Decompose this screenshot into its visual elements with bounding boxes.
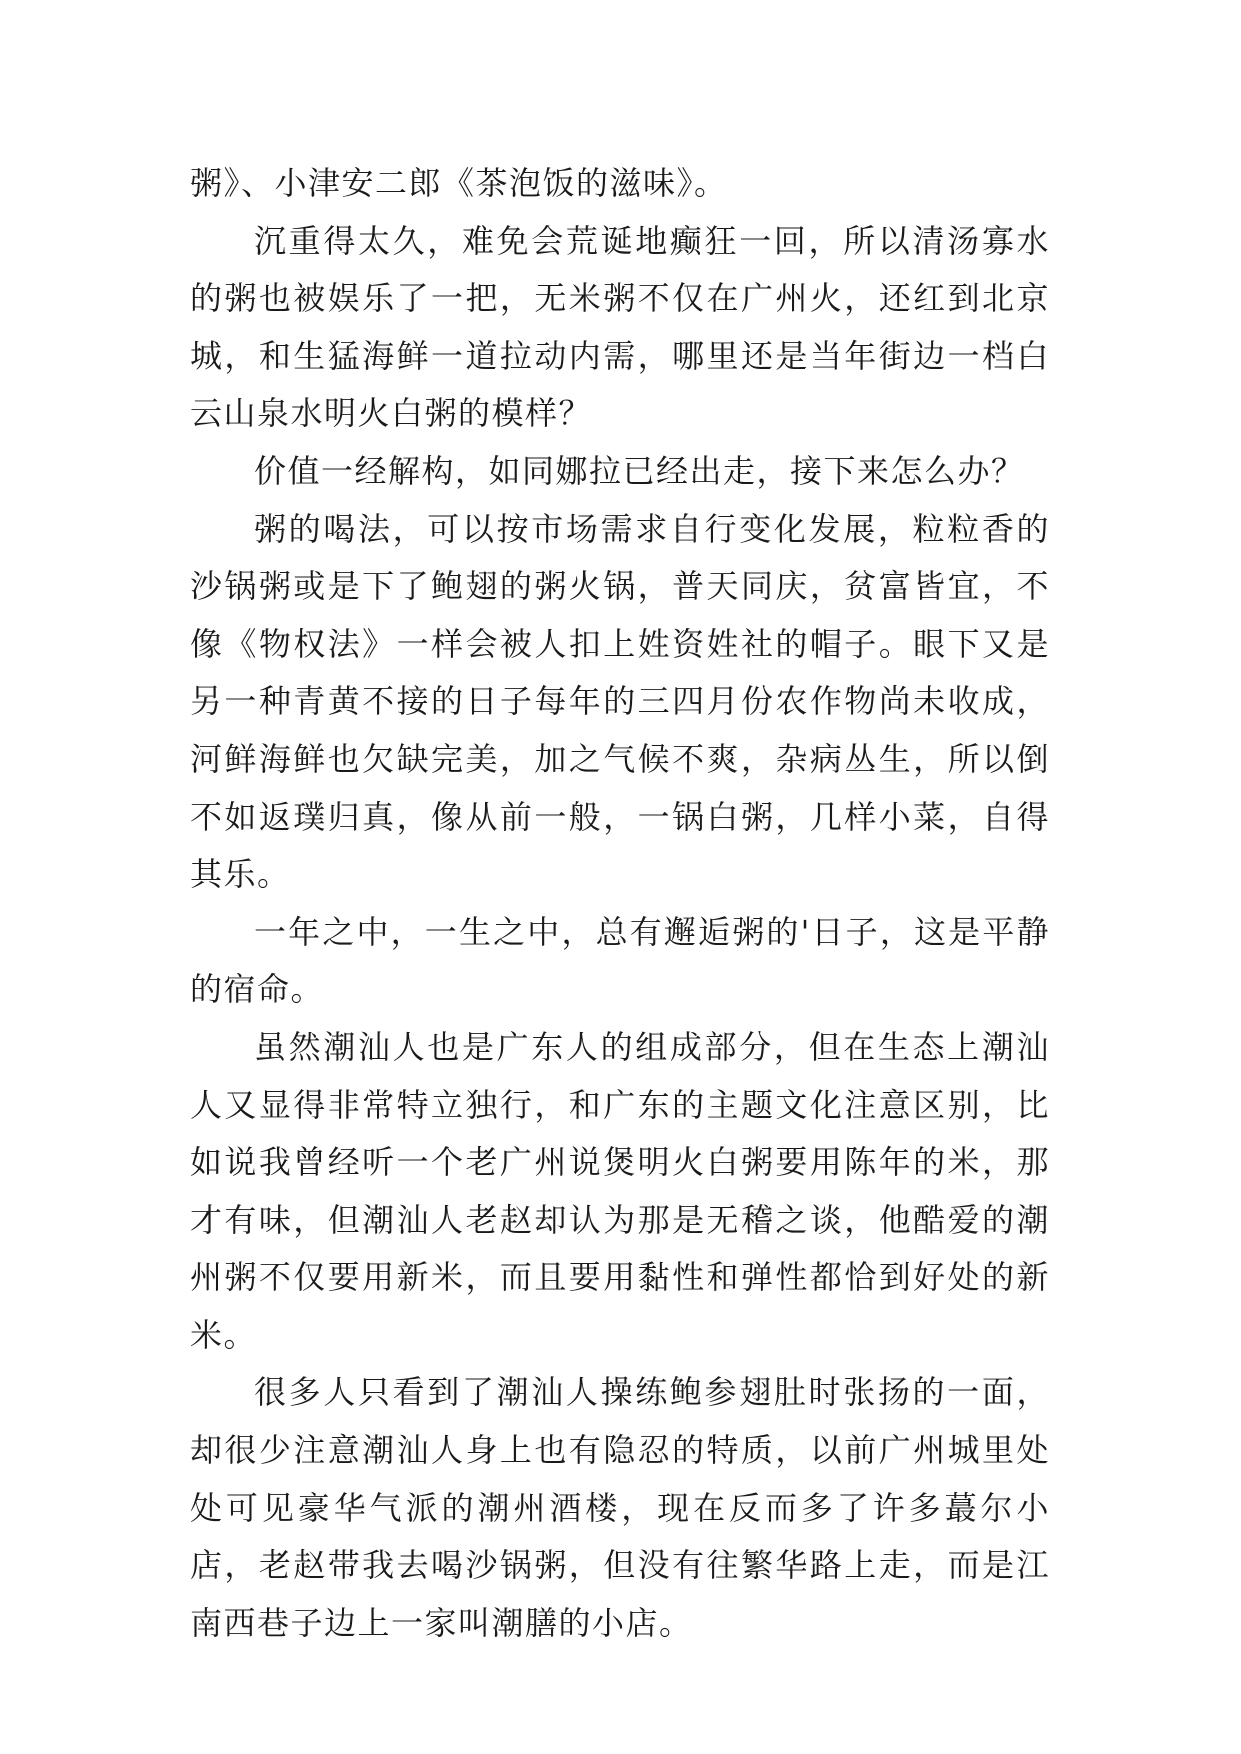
paragraph-5: 一年之中，一生之中，总有邂逅粥的'日子，这是平静的宿命。 — [190, 912, 1050, 1009]
paragraph-4: 粥的喝法，可以按市场需求自行变化发展，粒粒香的沙锅粥或是下了鲍翅的粥火锅，普天同庆，贫富皆宜，不像《物权法》一样会被人扣上姓资姓社的帽子。眼下又是另一种青黄不接的日子每年的三四月份农作物尚未收成，河鲜海鲜也欠缺完美，加之气候不爽，杂病丛生，所以倒不如返璞归真，像从前一般，一锅白粥，几样小菜，自得其乐。 — [190, 509, 1050, 894]
paragraph-7: 很多人只看到了潮汕人操练鲍参翅肚时张扬的一面，却很少注意潮汕人身上也有隐忍的特质，以前广州城里处处可见豪华气派的潮州酒楼，现在反而多了许多蕞尔小店，老赵带我去喝沙锅粥，但没有往繁华路上走，而是江南西巷子边上一家叫潮膳的小店。 — [190, 1373, 1050, 1642]
paragraph-6: 虽然潮汕人也是广东人的组成部分，但在生态上潮汕人又显得非常特立独行，和广东的主题文化注意区别，比如说我曾经听一个老广州说煲明火白粥要用陈年的米，那才有味，但潮汕人老赵却认为那是无稽之谈，他酷爱的潮州粥不仅要用新米，而且要用黏性和弹性都恰到好处的新米。 — [190, 1027, 1050, 1354]
paragraph-1: 粥》、小津安二郎《茶泡饭的滋味》。 — [190, 164, 728, 202]
article-body — [190, 155, 1050, 1652]
paragraph-2: 沉重得太久，难免会荒诞地癫狂一回，所以清汤寡水的粥也被娱乐了一把，无米粥不仅在广州火，还红到北京城，和生猛海鲜一道拉动内需，哪里还是当年街边一档白云山泉水明火白粥的模样？ — [190, 221, 1050, 433]
paragraph-3: 价值一经解构，如同娜拉已经出走，接下来怎么办？ — [254, 451, 1025, 490]
